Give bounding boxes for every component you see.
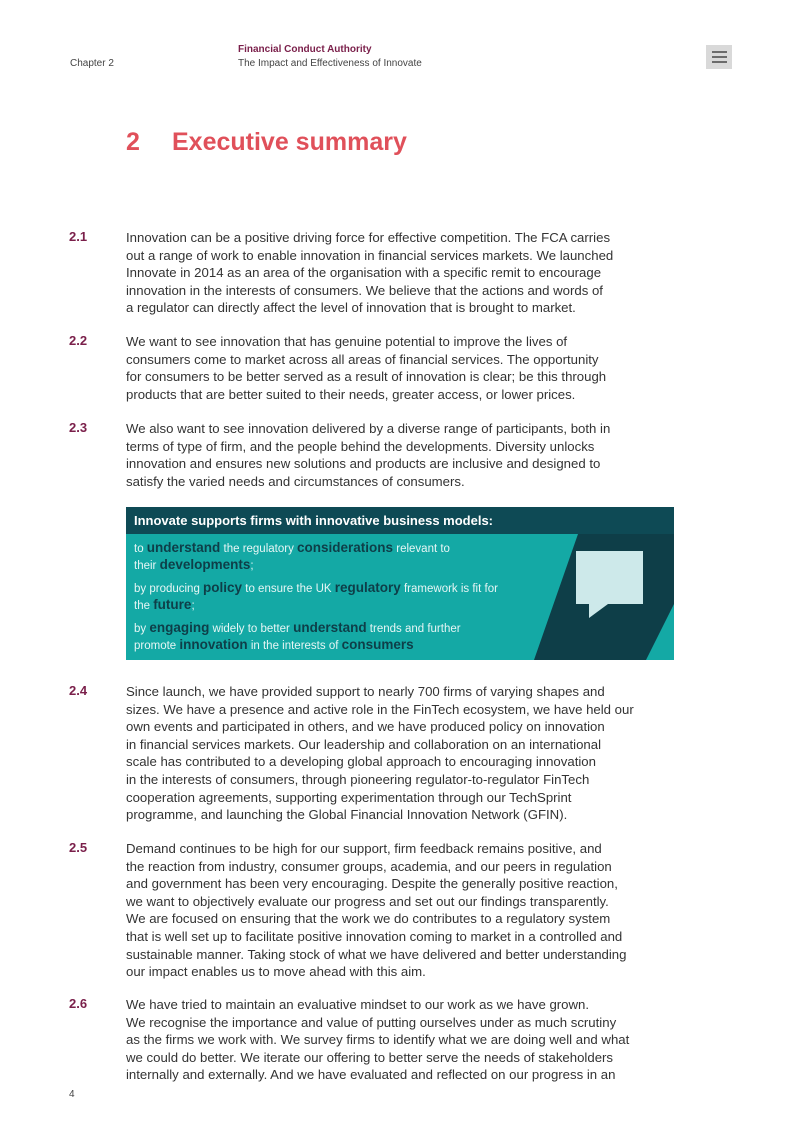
callout-box (126, 507, 674, 660)
page-number: 4 (69, 1089, 75, 1100)
paragraph-text: We have tried to maintain an evaluative mindset to our work as we have grown. We recognise the importance and value of putting ourselves under as much scrutiny as the firms we work with. We survey firms to identify what we are doing well and what we could do better. We iterate our offering to better serve the needs of stakeholders internally and externally. And we have evaluated and reflected on our progress in an (126, 997, 630, 1083)
callout-item-engaging: by engaging widely to better understand trends and further promote innovation in the interests of consumers (134, 620, 461, 652)
report-title: The Impact and Effectiveness of Innovate (238, 58, 422, 69)
paragraph-text: Innovation can be a positive driving force for effective competition. The FCA carries out a range of work to enable innovation in financial services markets. We launched Innovate in 2014 as an area of the organisation with a specific remit to encourage innovation in the interests of consumers. We believe that the actions and words of a regulator can directly affect the level of innovation that is brought to market. (126, 230, 614, 316)
section-title: Executive summary (172, 128, 407, 156)
menu-icon[interactable] (706, 45, 732, 69)
paragraph-text: We want to see innovation that has genuine potential to improve the lives of consumers come to market across all areas of financial services. The opportunity for consumers to be better served as a result of innovation is clear; be this through products that are better suited to their needs, greater access, or lower prices. (126, 334, 607, 402)
paragraph-number: 2.6 (69, 996, 88, 1011)
callout-body (126, 534, 674, 660)
paragraph-number: 2.3 (69, 420, 88, 435)
callout-item-understand: to understand the regulatory considerations relevant to their developments; (134, 540, 450, 572)
paragraph-text: Since launch, we have provided support to nearly 700 firms of varying shapes and sizes. We have a presence and active role in the FinTech ecosystem, we have held our own events and participated in others, and we have produced policy on innovation in financial services markets. Our leadership and collaboration on an international scale has contributed to a developing global approach to encouraging innovation in the interests of consumers, through pioneering regulator-to-regulator FinTech cooperation agreements, supporting experimentation through our TechSprint programme, and launching the Global Financial Innovation Network (GFIN). (126, 684, 634, 823)
paragraph-text: We also want to see innovation delivered by a diverse range of participants, both in terms of type of firm, and the people behind the developments. Diversity unlocks innovation and ensures new solutions and products are inclusive and designed to satisfy the varied needs and circumstances of consumers. (126, 421, 611, 489)
chapter-label: Chapter 2 (70, 58, 114, 69)
paragraph-number: 2.5 (69, 840, 88, 855)
paragraph-text: Demand continues to be high for our support, firm feedback remains positive, and the reaction from industry, consumer groups, academia, and our peers in regulation and government has been very encouraging. Despite the generally positive reaction, we want to objectively evaluate our progress and set out our findings transparently. We are focused on ensuring that the work we do contributes to a regulatory system that is well set up to facilitate positive innovation coming to market in a controlled and sustainable manner. Taking stock of what we have delivered and better understanding our impact enables us to move ahead with this aim. (126, 841, 627, 980)
section-number: 2 (126, 128, 140, 156)
organisation-name: Financial Conduct Authority (238, 44, 372, 55)
callout-heading: Innovate supports firms with innovative business models: (126, 507, 674, 534)
paragraph-number: 2.1 (69, 229, 88, 244)
paragraph-number: 2.4 (69, 683, 88, 698)
paragraph-number: 2.2 (69, 333, 88, 348)
callout-item-policy: by producing policy to ensure the UK regulatory framework is fit for the future; (134, 580, 498, 612)
